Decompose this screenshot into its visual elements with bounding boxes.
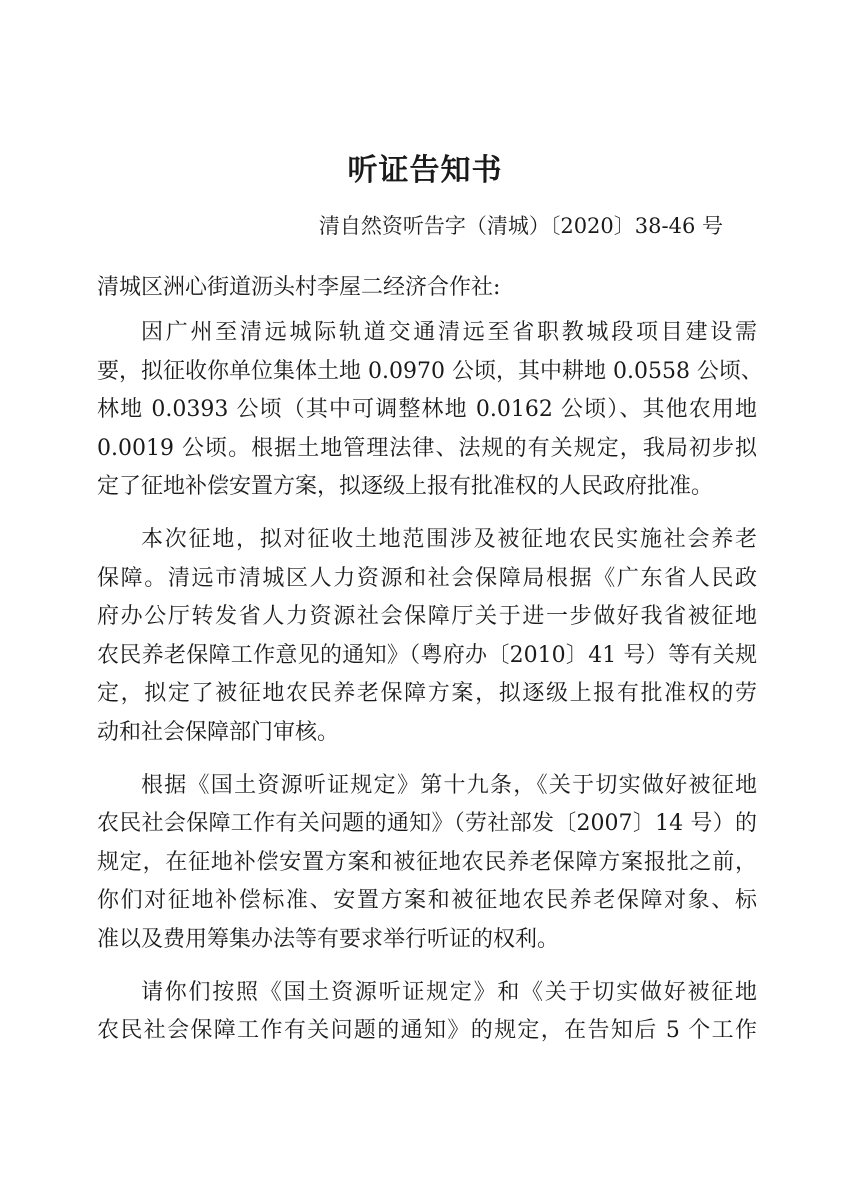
text-line: 动和社会保障部门审核。 bbox=[97, 719, 340, 745]
text-line: 你们对征地补偿标准、安置方案和被征地农民养老保障对象、标 bbox=[97, 888, 757, 914]
text-line: 要，拟征收你单位集体土地 0.0970 公顷，其中耕地 0.0558 公顷、 bbox=[97, 358, 763, 384]
text-line: 府办公厅转发省人力资源社会保障厅关于进一步做好我省被征地 bbox=[97, 604, 757, 630]
paragraph-4 bbox=[97, 974, 757, 1051]
text-line: 农民社会保障工作有关问题的通知》的规定，在告知后 5 个工作 bbox=[97, 1018, 757, 1044]
text-line: 请你们按照《国土资源听证规定》和《关于切实做好被征地 bbox=[141, 979, 757, 1005]
document-body bbox=[97, 314, 763, 1051]
text-line: 规定，在征地补偿安置方案和被征地农民养老保障方案报批之前， bbox=[97, 849, 757, 875]
text-line: 0.0019 公顷。根据土地管理法律、法规的有关规定，我局初步拟 bbox=[97, 435, 757, 461]
text-line: 林地 0.0393 公顷（其中可调整林地 0.0162 公顷）、其他农用地 bbox=[97, 397, 757, 423]
paragraph-1 bbox=[97, 314, 763, 507]
text-line: 准以及费用筹集办法等有要求举行听证的权利。 bbox=[97, 926, 560, 952]
text-line: 保障。清远市清城区人力资源和社会保障局根据《广东省人民政 bbox=[97, 565, 757, 591]
paragraph-2 bbox=[97, 521, 757, 753]
text-line: 定，拟定了被征地农民养老保障方案，拟逐级上报有批准权的劳 bbox=[97, 681, 757, 707]
paragraph-3 bbox=[97, 767, 757, 960]
text-line: 定了征地补偿安置方案，拟逐级上报有批准权的人民政府批准。 bbox=[97, 474, 714, 500]
document-number: 清自然资听告字（清城）〔2020〕38-46 号 bbox=[318, 214, 723, 238]
document-title: 听证告知书 bbox=[347, 153, 503, 188]
text-line: 农民养老保障工作意见的通知》（粤府办〔2010〕41 号）等有关规 bbox=[97, 642, 757, 668]
text-line: 农民社会保障工作有关问题的通知》（劳社部发〔2007〕14 号）的 bbox=[97, 811, 757, 837]
addressee: 清城区洲心街道沥头村李屋二经济合作社: bbox=[97, 275, 501, 300]
text-line: 本次征地，拟对征收土地范围涉及被征地农民实施社会养老 bbox=[141, 526, 757, 552]
text-line: 根据《国土资源听证规定》第十九条，《关于切实做好被征地 bbox=[141, 772, 757, 798]
text-line: 因广州至清远城际轨道交通清远至省职教城段项目建设需 bbox=[141, 320, 757, 345]
